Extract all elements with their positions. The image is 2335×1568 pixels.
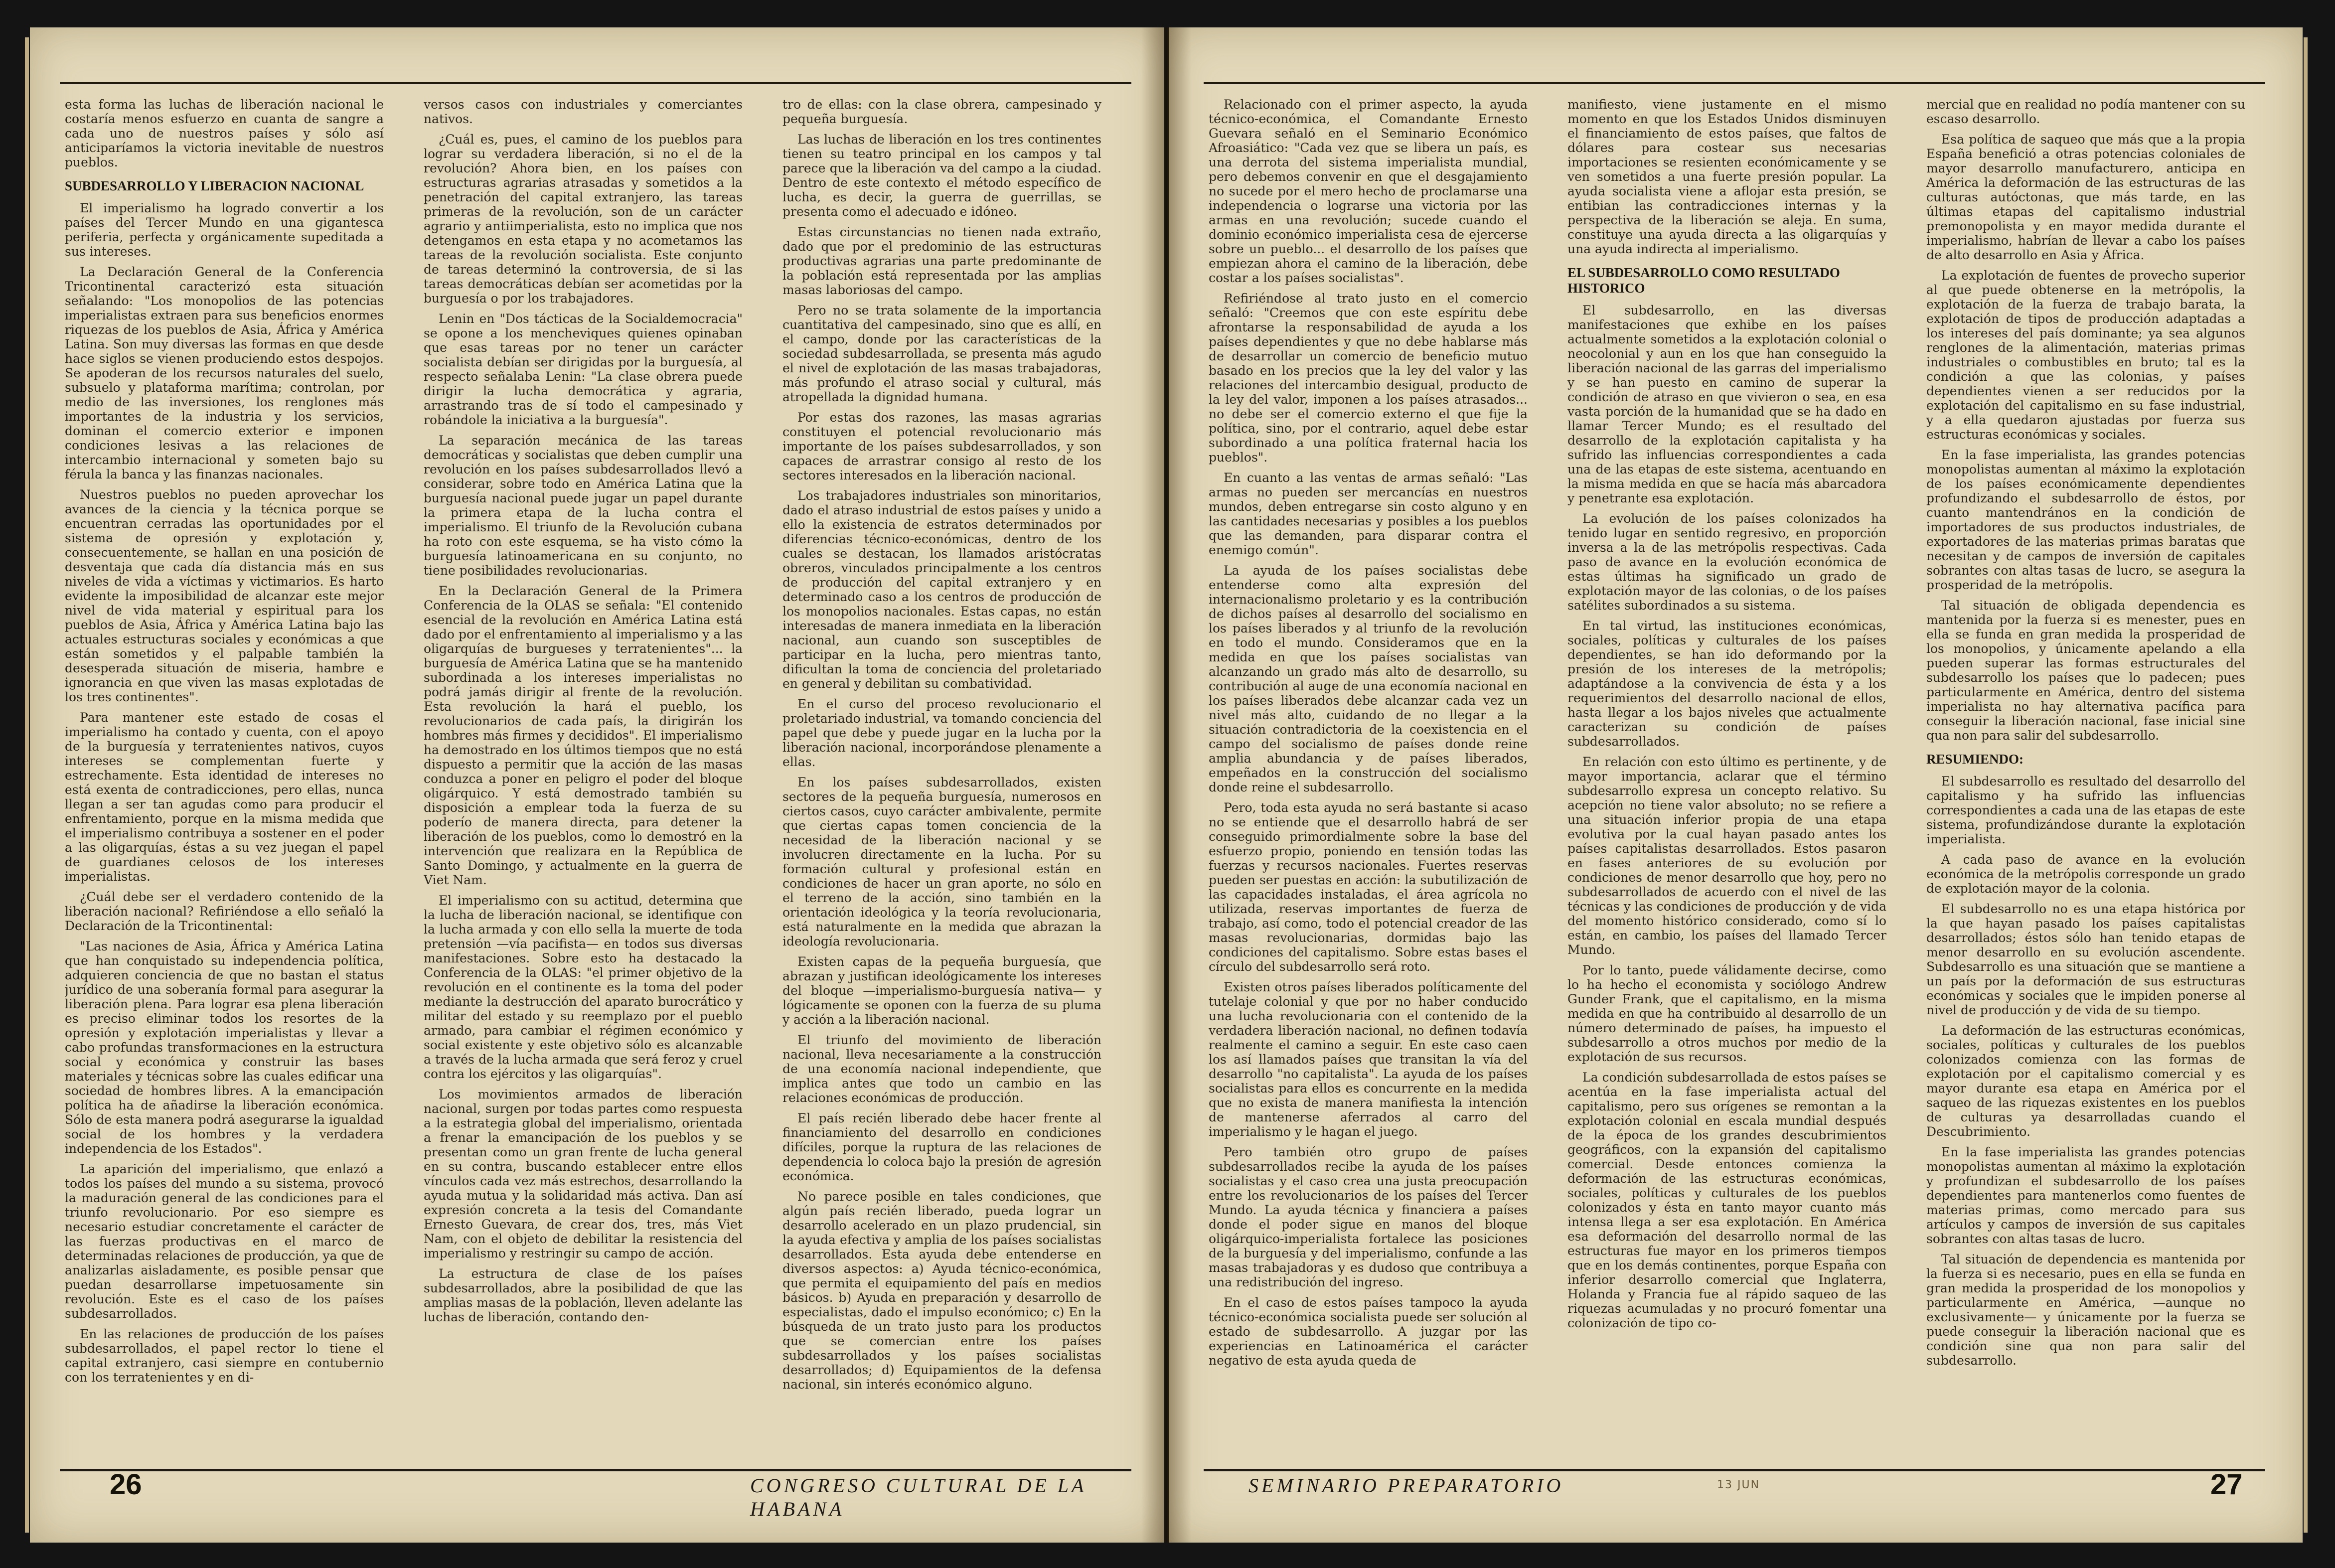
right-column-3 [1926, 97, 2245, 1465]
paragraph: En los países subdesarrollados, existen sectores de la pequeña burguesía, numerosos en ciertos casos, cuyo carácter ambivalente, permite que ciertas capas tomen conciencia de la necesidad de la liberación nacional y se involucren directamente en la lucha. Por su formación cultural y profesional están en condiciones de hacer un gran aporte, no sólo en el terreno de la acción, sino también en la orientación ideológica y la teoría revolucionaria, está naturalmente en la medida que abrazan la ideología revolucionaria. [782, 775, 1101, 948]
paragraph: En el caso de estos países tampoco la ayuda técnico-económica socialista puede ser solución al estado de subdesarrollo. A juzgar por las experiencias en Latinoamérica el carácter negativo de esta ayuda queda de [1209, 1295, 1528, 1368]
paragraph: Tal situación de dependencia es mantenida por la fuerza si es necesario, pues en ella se funda en gran medida la prosperidad de los monopolios y particularmente en América, —aunque no exclusivamente— y únicamente por la fuerza se puede conseguir la liberación nacional que es condición sine qua non para salir del subdesarrollo. [1926, 1252, 2245, 1368]
left-page-edge [25, 37, 29, 1533]
paragraph: En cuanto a las ventas de armas señaló: "Las armas no pueden ser mercancías en nuestros mundos, deben entregarse sin costo alguno y en las cantidades necesarias y posibles a los pueblos que las demanden, para disparar contra el enemigo común". [1209, 470, 1528, 557]
paragraph: Por lo tanto, puede válidamente decirse, como lo ha hecho el economista y sociólogo Andrew Gunder Frank, que el capitalismo, en la misma medida en que ha contribuido al desarrollo de un número determinado de países, ha impuesto el subdesarrollo a otros muchos por medio de la explotación de sus recursos. [1567, 963, 1886, 1064]
left-page [30, 27, 1164, 1543]
right-column-1 [1209, 97, 1528, 1465]
paragraph: Tal situación de obligada dependencia es mantenida por la fuerza si es menester, pues en ella se funda en gran medida la prosperidad de los monopolios, y únicamente apelando a ella pueden superar las formas estructurales del subdesarrollo los países que lo padecen; pues particularmente en América, dentro del sistema imperialista no hay alternativa pacífica para conseguir la liberación nacional, fase inicial sine qua non para salir del subdesarrollo. [1926, 598, 2245, 743]
paragraph: ¿Cuál debe ser el verdadero contenido de la liberación nacional? Refiriéndose a ello señaló la Declaración de la Tricontinental: [65, 890, 384, 933]
paragraph: Pero, toda esta ayuda no será bastante si acaso no se entiende que el desarrollo habrá de ser conseguido primordialmente sobre la base del esfuerzo propio, poniendo en tensión todas las fuerzas y recursos nacionales. Fuertes reservas pueden ser puestas en acción: la subutilización de las capacidades instaladas, el área agrícola no utilizada, reservas importantes de fuerza de trabajo, así como, todo el potencial creador de las masas revolucionarias, dormidas bajo las condiciones del capitalismo. Sobre estas bases el círculo del subdesarrollo será roto. [1209, 800, 1528, 974]
paragraph: tro de ellas: con la clase obrera, campesinado y pequeña burguesía. [782, 97, 1101, 126]
left-column-1 [65, 97, 384, 1465]
page-number: 27 [2210, 1468, 2243, 1501]
paragraph: Esa política de saqueo que más que a la propia España benefició a otras potencias coloniales de mayor desarrollo manufacturero, anticipa en América la deformación de las estructuras de las culturas autóctonas, que más tarde, en las últimas etapas del capitalismo industrial premonopolista y en mayor medida durante el imperialismo, habrían de llevar a cabo los países de alto desarrollo en Asia y África. [1926, 132, 2245, 262]
paragraph: El subdesarrollo no es una etapa histórica por la que hayan pasado los países capitalistas desarrollados; éstos sólo han tenido etapas de menor desarrollo en su evolución ascendente. Subdesarrollo es una situación que se mantiene a un país por la deformación de sus estructuras económicas y sociales que le impiden ponerse al nivel de producción y de vida de su tiempo. [1926, 902, 2245, 1017]
paragraph: La estructura de clase de los países subdesarrollados, abre la posibilidad de que las amplias masas de la población, lleven adelante las luchas de liberación, contando den- [424, 1266, 743, 1324]
left-column-3 [782, 97, 1101, 1465]
paragraph: manifiesto, viene justamente en el mismo momento en que los Estados Unidos disminuyen el financiamiento de estos países, que faltos de dólares para costear sus necesarias importaciones se resienten económicamente y se ven sometidos a una fuerte presión popular. La ayuda socialista viene a aflojar esta presión, se entibian las contradicciones internas y la perspectiva de la liberación se aleja. En suma, constituye una ayuda directa a las oligarquías y una ayuda indirecta al imperialismo. [1567, 97, 1886, 256]
paragraph: La aparición del imperialismo, que enlazó a todos los países del mundo a su sistema, provocó la maduración general de las condiciones para el triunfo revolucionario. Por eso siempre es necesario estudiar concretamente el carácter de las fuerzas productivas en el marco de determinadas relaciones de producción, ya que de analizarlas aisladamente, es posible pensar que puedan desarrollarse impetuosamente sin revolución. Este es el caso de los países subdesarrollados. [65, 1162, 384, 1321]
paragraph: Estas circunstancias no tienen nada extraño, dado que por el predominio de las estructuras productivas agrarias una parte predominante de la población está representada por las amplias masas laboriosas del campo. [782, 225, 1101, 297]
paragraph: Relacionado con el primer aspecto, la ayuda técnico-económica, el Comandante Ernesto Guevara señaló en el Seminario Económico Afroasiático: "Cada vez que se libera un país, es una derrota del sistema imperialista mundial, pero debemos convenir en que el desgajamiento no sucede por el mero hecho de proclamarse una independencia o lograrse una victoria por las armas en una revolución; sucede cuando el dominio económico imperialista cesa de ejercerse sobre un pueblo... el desarrollo de los países que empiezan ahora el camino de la liberación, debe costar a los países socialistas". [1209, 97, 1528, 285]
paragraph: El subdesarrollo es resultado del desarrollo del capitalismo y ha sufrido las influencias correspondientes a cada una de las etapas de este sistema, profundizándose durante la explotación imperialista. [1926, 774, 2245, 846]
paragraph: El país recién liberado debe hacer frente al financiamiento del desarrollo en condiciones difíciles, porque la ruptura de las relaciones de dependencia lo coloca bajo la presión de agresión económica. [782, 1111, 1101, 1183]
running-footer: CONGRESO CULTURAL DE LA HABANA [750, 1474, 1087, 1520]
date-stamp: 13 JUN [1717, 1479, 1760, 1491]
paragraph: Existen capas de la pequeña burguesía, que abrazan y justifican ideológicamente los intereses del bloque —imperialismo-burguesía nativa— y lógicamente se oponen con la fuerza de su pluma y acción a la liberación nacional. [782, 954, 1101, 1027]
paragraph: esta forma las luchas de liberación nacional le costaría menos esfuerzo en cuanta de sangre a cada uno de nuestros países y sólo así anticiparíamos la victoria inevitable de nuestros pueblos. [65, 97, 384, 169]
paragraph: El subdesarrollo, en las diversas manifestaciones que exhibe en los países actualmente sometidos a la explotación colonial o neocolonial y aun en los que han conseguido la liberación nacional de las garras del imperialismo y se han puesto en camino de superar la condición de atraso en que vivieron o sea, en esa vasta porción de la humanidad que se ha dado en llamar Tercer Mundo; es el resultado del desarrollo de la explotación capitalista y ha sufrido las influencias correspondientes a cada una de las etapas de este sistema, acentuando en la misma medida en que se hacía más abarcadora y penetrante esa explotación. [1567, 303, 1886, 505]
section-heading: SUBDESARROLLO Y LIBERACION NACIONAL [65, 178, 364, 193]
paragraph: En la Declaración General de la Primera Conferencia de la OLAS se señala: "El contenido esencial de la revolución en América Latina está dado por el enfrentamiento al imperialismo y a las oligarquías de burgueses y terratenientes"... la burguesía de América Latina que se ha mantenido subordinada a los intereses imperialistas no podrá jamás dirigir al frente de la revolución. Esta revolución la hará el pueblo, los revolucionarios de cada país, la dirigirán los hombres más firmes y decididos". El imperialismo ha demostrado en los últimos tiempos que no está dispuesto a permitir que la acción de las masas conduzca a poner en peligro el poder del bloque oligárquico. Y está demostrado también su disposición a emplear toda la fuerza de su poderío de manera directa, para detener la liberación de los pueblos, como lo demostró en la intervención que realizara en la República de Santo Domingo, y actualmente en la guerra de Viet Nam. [424, 584, 743, 887]
paragraph: Los movimientos armados de liberación nacional, surgen por todas partes como respuesta a la estrategia global del imperialismo, orientada a frenar la emancipación de los pueblos y se presentan como un gran frente de lucha general en su contra, buscando establecer entre ellos vínculos cada vez más estrechos, desarrollando la ayuda mutua y la solidaridad más activa. Dan así expresión concreta a la tesis del Comandante Ernesto Guevara, de crear dos, tres, más Viet Nam, con el objeto de debilitar la resistencia del imperialismo y restringir su campo de acción. [424, 1087, 743, 1260]
paragraph: Existen otros países liberados políticamente del tutelaje colonial y que por no haber conducido una lucha revolucionaria con el contenido de la verdadera liberación nacional, no definen todavía realmente el camino a seguir. En este caso caen los así llamados países que transitan la vía del desarrollo "no capitalista". La ayuda de los países socialistas para ellos es concurrente en la medida que no exista de manera manifiesta la intención de mantenerse aferrados al carro del imperialismo y le hagan el juego. [1209, 980, 1528, 1139]
paragraph: Nuestros pueblos no pueden aprovechar los avances de la ciencia y la técnica porque se encuentran cerradas las oportunidades por el sistema de opresión y explotación y, consecuentemente, se hallan en una posición de desventaja que cada día distancia más en sus niveles de vida a víctimas y victimarios. Es harto evidente la imposibilidad de alcanzar este mejor nivel de vida material y espiritual para los pueblos de Asia, África y América Latina bajo las actuales estructuras sociales y económicas a que están sometidos y el palpable también la desesperada situación de miseria, hambre e ignorancia en que viven las masas explotadas de los tres continentes". [65, 487, 384, 704]
bottom-rule [60, 1469, 1131, 1471]
paragraph: En la fase imperialista, las grandes potencias monopolistas aumentan al máximo la explotación de los países económicamente dependientes profundizando el subdesarrollo de éstos, por cuanto mantendrános en la condición de importadores de sus productos industriales, de exportadores de las materias primas baratas que necesitan y de campos de inversión de capitales sobrantes con altas tasas de lucro, se asegura la prosperidad de la metrópolis. [1926, 448, 2245, 592]
paragraph: ¿Cuál es, pues, el camino de los pueblos para lograr su verdadera liberación, si no el de la revolución? Ahora bien, en los países con estructuras agrarias atrasadas y sometidos a la penetración del capital extranjero, las tareas primeras de la revolución, son de un carácter agrario y antiimperialista, esto no implica que nos detengamos en esta etapa y no acometamos las tareas de la revolución socialista. Este conjunto de tareas determinó la controversia, de si las tareas democráticas debían ser acometidas por la burguesía o por los trabajadores. [424, 132, 743, 306]
running-footer: SEMINARIO PREPARATORIO [1248, 1474, 1564, 1497]
paragraph: Lenin en "Dos tácticas de la Socialdemocracia" se opone a los mencheviques quienes opinaban que esas tareas por no tener un carácter socialista debían ser dirigidas por la burguesía, al respecto señalaba Lenin: "La clase obrera puede dirigir la lucha democrática y agraria, arrastrando tras de sí todo el campesinado y robándole la iniciativa a la burguesía". [424, 312, 743, 427]
paragraph: La deformación de las estructuras económicas, sociales, políticas y culturales de los pueblos colonizados comienza con las formas de explotación por el capitalismo comercial y es mayor durante esa etapa en América por el saqueo de las riquezas existentes en los pueblos de culturas ya desarrolladas cuando el Descubrimiento. [1926, 1023, 2245, 1139]
paragraph: En relación con esto último es pertinente, y de mayor importancia, aclarar que el término subdesarrollo expresa un concepto relativo. Su acepción no tiene valor absoluto; no se refiere a una situación inferior propia de una etapa evolutiva por la cual hayan pasado antes los países capitalistas desarrollados. Estos pasaron en fases anteriores de su evolución por condiciones de menor desarrollo que hoy, pero no subdesarrollados de acuerdo con el nivel de las técnicas y las condiciones de producción y de vida del momento histórico considerado, como sí lo están, en cambio, los países del llamado Tercer Mundo. [1567, 755, 1886, 957]
paragraph: En la fase imperialista las grandes potencias monopolistas aumentan al máximo la explotación y profundizan el subdesarrollo de los países dependientes para mantenerlos como fuentes de materias primas, como mercado para sus artículos y campos de inversión de sus capitales sobrantes con altas tasas de lucro. [1926, 1145, 2245, 1246]
section-heading: RESUMIENDO: [1926, 752, 2024, 767]
paragraph: A cada paso de avance en la evolución económica de la metrópolis corresponde un grado de explotación mayor de la colonia. [1926, 852, 2245, 896]
paragraph: mercial que en realidad no podía mantener con su escaso desarrollo. [1926, 97, 2245, 126]
paragraph: Por estas dos razones, las masas agrarias constituyen el potencial revolucionario más importante de los países subdesarrollados, y son capaces de arrastrar consigo al resto de los sectores interesados en la liberación nacional. [782, 410, 1101, 482]
right-column-2 [1567, 97, 1886, 1465]
paragraph: versos casos con industriales y comerciantes nativos. [424, 97, 743, 126]
binding-gutter [1141, 27, 1191, 1543]
magazine-spread [30, 27, 2303, 1543]
paragraph: La ayuda de los países socialistas debe entenderse como alta expresión del internacionalismo proletario y es la contribución de dichos países al desarrollo del socialismo en los países liberados y al triunfo de la revolución en todo el mundo. Consideramos que en la medida en que los países socialistas van alcanzando un grado más alto de desarrollo, su contribución al auge de una economía nacional en los países liberados debe alcanzar cada vez un nivel más alto, cuidando de no llegar a la situación contradictoria de la coexistencia en el campo del socialismo de países donde reine amplia abundancia y de países liberados, empeñados en la construcción del socialismo donde reine el subdesarrollo. [1209, 563, 1528, 794]
paragraph: En las relaciones de producción de los países subdesarrollados, el papel rector lo tiene el capital extranjero, casi siempre en contubernio con los terratenientes y en di- [65, 1327, 384, 1385]
paragraph: El imperialismo ha logrado convertir a los países del Tercer Mundo en una gigantesca periferia, perfecta y orgánicamente supeditada a sus intereses. [65, 201, 384, 259]
paragraph: El triunfo del movimiento de liberación nacional, lleva necesariamente a la construcción de una economía nacional independiente, que implica antes que todo un cambio en las relaciones económicas de producción. [782, 1033, 1101, 1105]
paragraph: La Declaración General de la Conferencia Tricontinental caracterizó esta situación señalando: "Los monopolios de las potencias imperialistas extraen para sus beneficios enormes riquezas de los pueblos de Asia, África y América Latina. Son muy diversas las formas en que desde hace siglos se vienen produciendo estos despojos. Se apoderan de los recursos naturales del suelo, subsuelo y plataforma marítima; controlan, por medio de las inversiones, los renglones más importantes de la industria y los servicios, dominan el comercio exterior e imponen condiciones lesivas a las relaciones de intercambio internacional y someten bajo su férula la banca y las finanzas nacionales. [65, 265, 384, 481]
paragraph: En el curso del proceso revolucionario el proletariado industrial, va tomando conciencia del papel que debe y puede jugar en la lucha por la liberación nacional, incorporándose plenamente a ellas. [782, 697, 1101, 769]
paragraph: Las luchas de liberación en los tres continentes tienen su teatro principal en los campos y tal parece que la liberación va del campo a la ciudad. Dentro de este contexto el método específico de lucha, es decir, la guerra de guerrillas, se presenta como el adecuado e idóneo. [782, 132, 1101, 219]
left-column-2 [424, 97, 743, 1465]
paragraph: Refiriéndose al trato justo en el comercio señaló: "Creemos que con este espíritu debe afrontarse la responsabilidad de ayuda a los países dependientes y que no debe hablarse más de desarrollar un comercio de beneficio mutuo basado en los precios que la ley del valor y las relaciones del intercambio desigual, producto de la ley del valor, imponen a los países atrasados... no debe ser el comercio externo el que fije la política, sino, por el contrario, aquel debe estar subordinado a una política fraternal hacia los pueblos". [1209, 291, 1528, 465]
paragraph: Para mantener este estado de cosas el imperialismo ha contado y cuenta, con el apoyo de la burguesía y terratenientes nativos, cuyos intereses se complementan fuerte y estrechamente. Esta identidad de intereses no está exenta de contradicciones, pero ellas, nunca llegan a ser tan agudas como para producir el enfrentamiento, porque en la misma medida que el imperialismo contribuya a sostener en el poder a las oligarquías, éstas a su vez juegan el papel de guardianes celosos de los intereses imperialistas. [65, 710, 384, 884]
paragraph: "Las naciones de Asia, África y América Latina que han conquistado su independencia política, adquieren conciencia de que no bastan el status jurídico de una soberanía formal para asegurar la liberación plena. Para lograr esa plena liberación es preciso eliminar todos los resortes de la opresión y explotación imperialistas y llevar a cabo profundas transformaciones en la estructura social y económica y construir las bases materiales y técnicas sobre las cuales edificar una sociedad de hombres libres. A la emancipación política ha de añadirse la liberación económica. Sólo de esta manera podrá asegurarse la igualdad social de los hombres y la verdadera independencia de los Estados". [65, 939, 384, 1156]
bottom-rule [1204, 1469, 2265, 1471]
section-heading: EL SUBDESARROLLO COMO RESULTADO HISTORICO [1567, 265, 1840, 296]
paragraph: Los trabajadores industriales son minoritarios, dado el atraso industrial de estos países y unido a ello la existencia de estratos determinados por diferencias técnico-económicas, dentro de los cuales se destacan, los llamados aristócratas obreros, vinculados principalmente a los centros de producción del capital extranjero y en determinado caso a los centros de producción de los monopolios nacionales. Estas capas, no están interesadas de manera inmediata en la liberación nacional, aun cuando son susceptibles de participar en la lucha, pero mientras tanto, dificultan la toma de conciencia del proletariado en general y debilitan su combatividad. [782, 488, 1101, 691]
paragraph: Pero no se trata solamente de la importancia cuantitativa del campesinado, sino que es allí, en el campo, donde por las características de la sociedad subdesarrollada, se presenta más agudo el nivel de explotación de las masas trabajadoras, más profundo el atraso social y cultural, más atropellada la dignidad humana. [782, 303, 1101, 404]
top-rule [1204, 82, 2265, 84]
paragraph: El imperialismo con su actitud, determina que la lucha de liberación nacional, se identifique con la lucha armada y con ello sella la muerte de toda pretensión —vía pacifista— en todos sus diversas manifestaciones. Sobre esto ha destacado la Conferencia de la OLAS: "el primer objetivo de la revolución en el continente es la toma del poder mediante la destrucción del aparato burocrático y militar del estado y su reemplazo por el pueblo armado, para cambiar el régimen económico y social existente y este objetivo sólo es alcanzable a través de la lucha armada que será feroz y cruel contra los ejércitos y las oligarquías". [424, 893, 743, 1081]
paragraph: La evolución de los países colonizados ha tenido lugar en sentido regresivo, en proporción inversa a la de las metrópolis respectivas. Cada paso de avance en la evolución económica de estas últimas ha significado un grado de explotación mayor de las colonias, o de los países satélites subordinados a su sistema. [1567, 511, 1886, 613]
paragraph: La separación mecánica de las tareas democráticas y socialistas que deben cumplir una revolución en los países subdesarrollados llevó a considerar, sobre todo en América Latina que la burguesía nacional puede jugar un papel durante la primera etapa de la lucha contra el imperialismo. El triunfo de la Revolución cubana ha roto con este esquema, se ha visto cómo la burguesía latinoamericana en su conjunto, no tiene posibilidades revolucionarias. [424, 433, 743, 578]
paragraph: No parece posible en tales condiciones, que algún país recién liberado, pueda lograr un desarrollo acelerado en un plazo prudencial, sin la ayuda efectiva y amplia de los países socialistas desarrollados. Esta ayuda debe entenderse en diversos aspectos: a) Ayuda técnico-económica, que permita el equipamiento del país en medios básicos. b) Ayuda en preparación y desarrollo de especialistas, dado el impulso económico; c) En la búsqueda de un trato justo para los productos que se comercian entre los países subdesarrollados y los países socialistas desarrollados; d) Equipamientos de la defensa nacional, sin interés económico alguno. [782, 1189, 1101, 1392]
paragraph: La explotación de fuentes de provecho superior al que puede obtenerse en la metrópolis, la explotación de la fuerza de trabajo barata, la explotación de tipos de producción adaptadas a los intereses del país dominante; ya sea algunos renglones de la alimentación, materias primas industriales o combustibles en bruto; tal es la condición a que las colonias, y países dependientes vienen a ser reducidos por la explotación del capitalismo en su fase industrial, y a ella quedaron ajustadas por fuerza sus estructuras económicas y sociales. [1926, 268, 2245, 442]
paragraph: La condición subdesarrollada de estos países se acentúa en la fase imperialista actual del capitalismo, pero sus orígenes se remontan a la explotación colonial en escala mundial después de la época de los grandes descubrimientos geográficos, con la expansión del capitalismo comercial. Desde entonces comienza la deformación de las estructuras económicas, sociales, políticas y culturales de los pueblos colonizados y ésta en tanto mayor cuanto más intensa llega a ser esa explotación. En América esa deformación del desarrollo normal de las estructuras fue mayor en los primeros tiempos que en los demás continentes, porque España con inferior desarrollo comercial que Inglaterra, Holanda y Francia fue al rápido saqueo de las riquezas acumuladas y no procuró fomentar una colonización de tipo co- [1567, 1070, 1886, 1330]
page-number: 26 [110, 1468, 142, 1501]
paragraph: Pero también otro grupo de países subdesarrollados recibe la ayuda de los países socialistas y el caso crea una justa preocupación entre los revolucionarios de los países del Tercer Mundo. La ayuda técnica y financiera a países donde el poder sigue en manos del bloque oligárquico-imperialista fortalece las posiciones de la burguesía y del imperialismo, confunde a las masas trabajadoras y es dudoso que contribuya a una redistribución del ingreso. [1209, 1145, 1528, 1289]
paragraph: En tal virtud, las instituciones económicas, sociales, políticas y culturales de los países dependientes, se han ido deformando por la presión de los intereses de la metrópolis; adaptándose a la convivencia de ésta y a los requerimientos del desarrollo nacional de ellos, hasta llegar a los bajos niveles que actualmente caracterizan su condición de países subdesarrollados. [1567, 619, 1886, 749]
top-rule [60, 82, 1131, 84]
right-page [1169, 27, 2303, 1543]
right-page-edge [2304, 37, 2308, 1533]
